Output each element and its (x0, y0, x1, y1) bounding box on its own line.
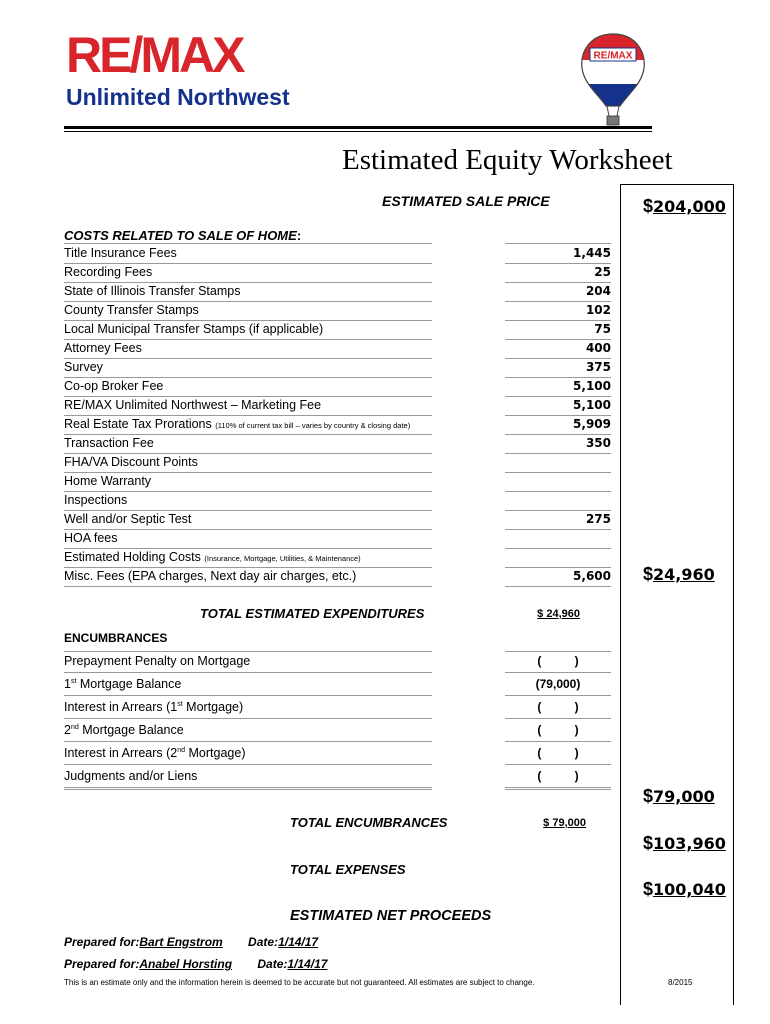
office-name: Unlimited Northwest (66, 84, 290, 110)
cost-row-value (505, 491, 611, 511)
cost-row-value: 400 (505, 339, 611, 359)
encumbrance-row-value: ( ) (505, 721, 611, 742)
disclaimer: This is an estimate only and the information herein is deemed to be accurate but not guaranteed. All estimates are subject to change. (64, 978, 535, 987)
enc-values-bottom-rule (505, 789, 611, 790)
cost-row-label: State of Illinois Transfer Stamps (64, 282, 432, 302)
cost-row-value: 75 (505, 320, 611, 340)
cost-row-label: Local Municipal Transfer Stamps (if applicable) (64, 320, 432, 340)
encumbrance-row-value: (79,000) (505, 675, 611, 696)
costs-box-total: $24,960 (643, 564, 715, 584)
cost-row-label: Recording Fees (64, 263, 432, 283)
balloon-logo-icon (578, 32, 648, 128)
form-date: 8/2015 (668, 978, 693, 987)
net-proceeds-label: ESTIMATED NET PROCEEDS (290, 908, 492, 924)
encumbrance-row-label: Interest in Arrears (1st Mortgage) (64, 698, 432, 719)
svg-text:RE/MAX: RE/MAX (593, 50, 633, 62)
total-expenses-amount: $103,960 (643, 833, 726, 853)
cost-row-label: Misc. Fees (EPA charges, Next day air charges, etc.) (64, 567, 432, 587)
cost-row-note: (Insurance, Mortgage, Utilities, & Maintenance) (204, 554, 361, 563)
header-rule (64, 126, 652, 129)
cost-row-value: 5,600 (505, 567, 611, 587)
costs-heading: COSTS RELATED TO SALE OF HOME: (64, 228, 302, 243)
cost-row-value: 5,909 (505, 415, 611, 435)
cost-row-value: 1,445 (505, 244, 611, 264)
cost-row-value: 5,100 (505, 377, 611, 397)
total-encumbrances-label: TOTAL ENCUMBRANCES (290, 815, 448, 830)
cost-row-value: 275 (505, 510, 611, 530)
cost-row-label: County Transfer Stamps (64, 301, 432, 321)
encumbrance-row-label: Interest in Arrears (2nd Mortgage) (64, 744, 432, 765)
encumbrance-row-label: Judgments and/or Liens (64, 767, 432, 788)
encumbrance-row-value: ( ) (505, 698, 611, 719)
cost-row-label: Title Insurance Fees (64, 244, 432, 264)
cost-row-value (505, 453, 611, 473)
cost-row-value: 25 (505, 263, 611, 283)
cost-row-label: Home Warranty (64, 472, 432, 492)
cost-row-label: Co-op Broker Fee (64, 377, 432, 397)
cost-row-value: 204 (505, 282, 611, 302)
cost-row-label: Estimated Holding Costs (Insurance, Mortgage, Utilities, & Maintenance) (64, 548, 432, 568)
cost-row-value: 5,100 (505, 396, 611, 416)
net-proceeds-amount: $100,040 (643, 879, 726, 899)
cost-row-value (505, 472, 611, 492)
encumbrances-box-total: $79,000 (643, 786, 715, 806)
sale-price-amount: $204,000 (643, 196, 726, 216)
cost-row-value: 350 (505, 434, 611, 454)
cost-row-label: Survey (64, 358, 432, 378)
cost-row-label: Attorney Fees (64, 339, 432, 359)
page-title: Estimated Equity Worksheet (342, 144, 673, 176)
cost-row-label: Well and/or Septic Test (64, 510, 432, 530)
prepared-for-2: Prepared for:Anabel Horsting Date:1/14/17 (64, 957, 328, 971)
total-encumbrances-value: $ 79,000 (543, 817, 586, 829)
cost-row-value: 102 (505, 301, 611, 321)
enc-bottom-rule (64, 789, 432, 790)
total-expenditures-value: $ 24,960 (537, 608, 580, 620)
cost-row-label: RE/MAX Unlimited Northwest – Marketing Fee (64, 396, 432, 416)
total-expenditures-label: TOTAL ESTIMATED EXPENDITURES (200, 606, 425, 621)
encumbrances-heading: ENCUMBRANCES (64, 631, 168, 645)
cost-row-label: Inspections (64, 491, 432, 511)
encumbrance-row-value: ( ) (505, 767, 611, 788)
cost-row-value (505, 548, 611, 568)
remax-logo: RE/MAX (66, 27, 243, 83)
cost-row-value (505, 529, 611, 549)
encumbrance-row-value: ( ) (505, 744, 611, 765)
encumbrance-row-label: 1st Mortgage Balance (64, 675, 432, 696)
header-rule-thin (64, 131, 652, 132)
cost-row-value: 375 (505, 358, 611, 378)
cost-row-note: (110% of current tax bill – varies by country & closing date) (215, 421, 411, 430)
cost-row-label: HOA fees (64, 529, 432, 549)
total-expenses-label: TOTAL EXPENSES (290, 862, 406, 877)
sale-price-label: ESTIMATED SALE PRICE (382, 193, 550, 209)
prepared-for-1: Prepared for:Bart Engstrom Date:1/14/17 (64, 935, 319, 949)
cost-row-label: FHA/VA Discount Points (64, 453, 432, 473)
cost-row-label: Transaction Fee (64, 434, 432, 454)
cost-row-label: Real Estate Tax Prorations (110% of current tax bill – varies by country & closing date) (64, 415, 432, 435)
encumbrance-row-label: Prepayment Penalty on Mortgage (64, 652, 432, 673)
encumbrance-row-label: 2nd Mortgage Balance (64, 721, 432, 742)
encumbrance-row-value: ( ) (505, 652, 611, 673)
